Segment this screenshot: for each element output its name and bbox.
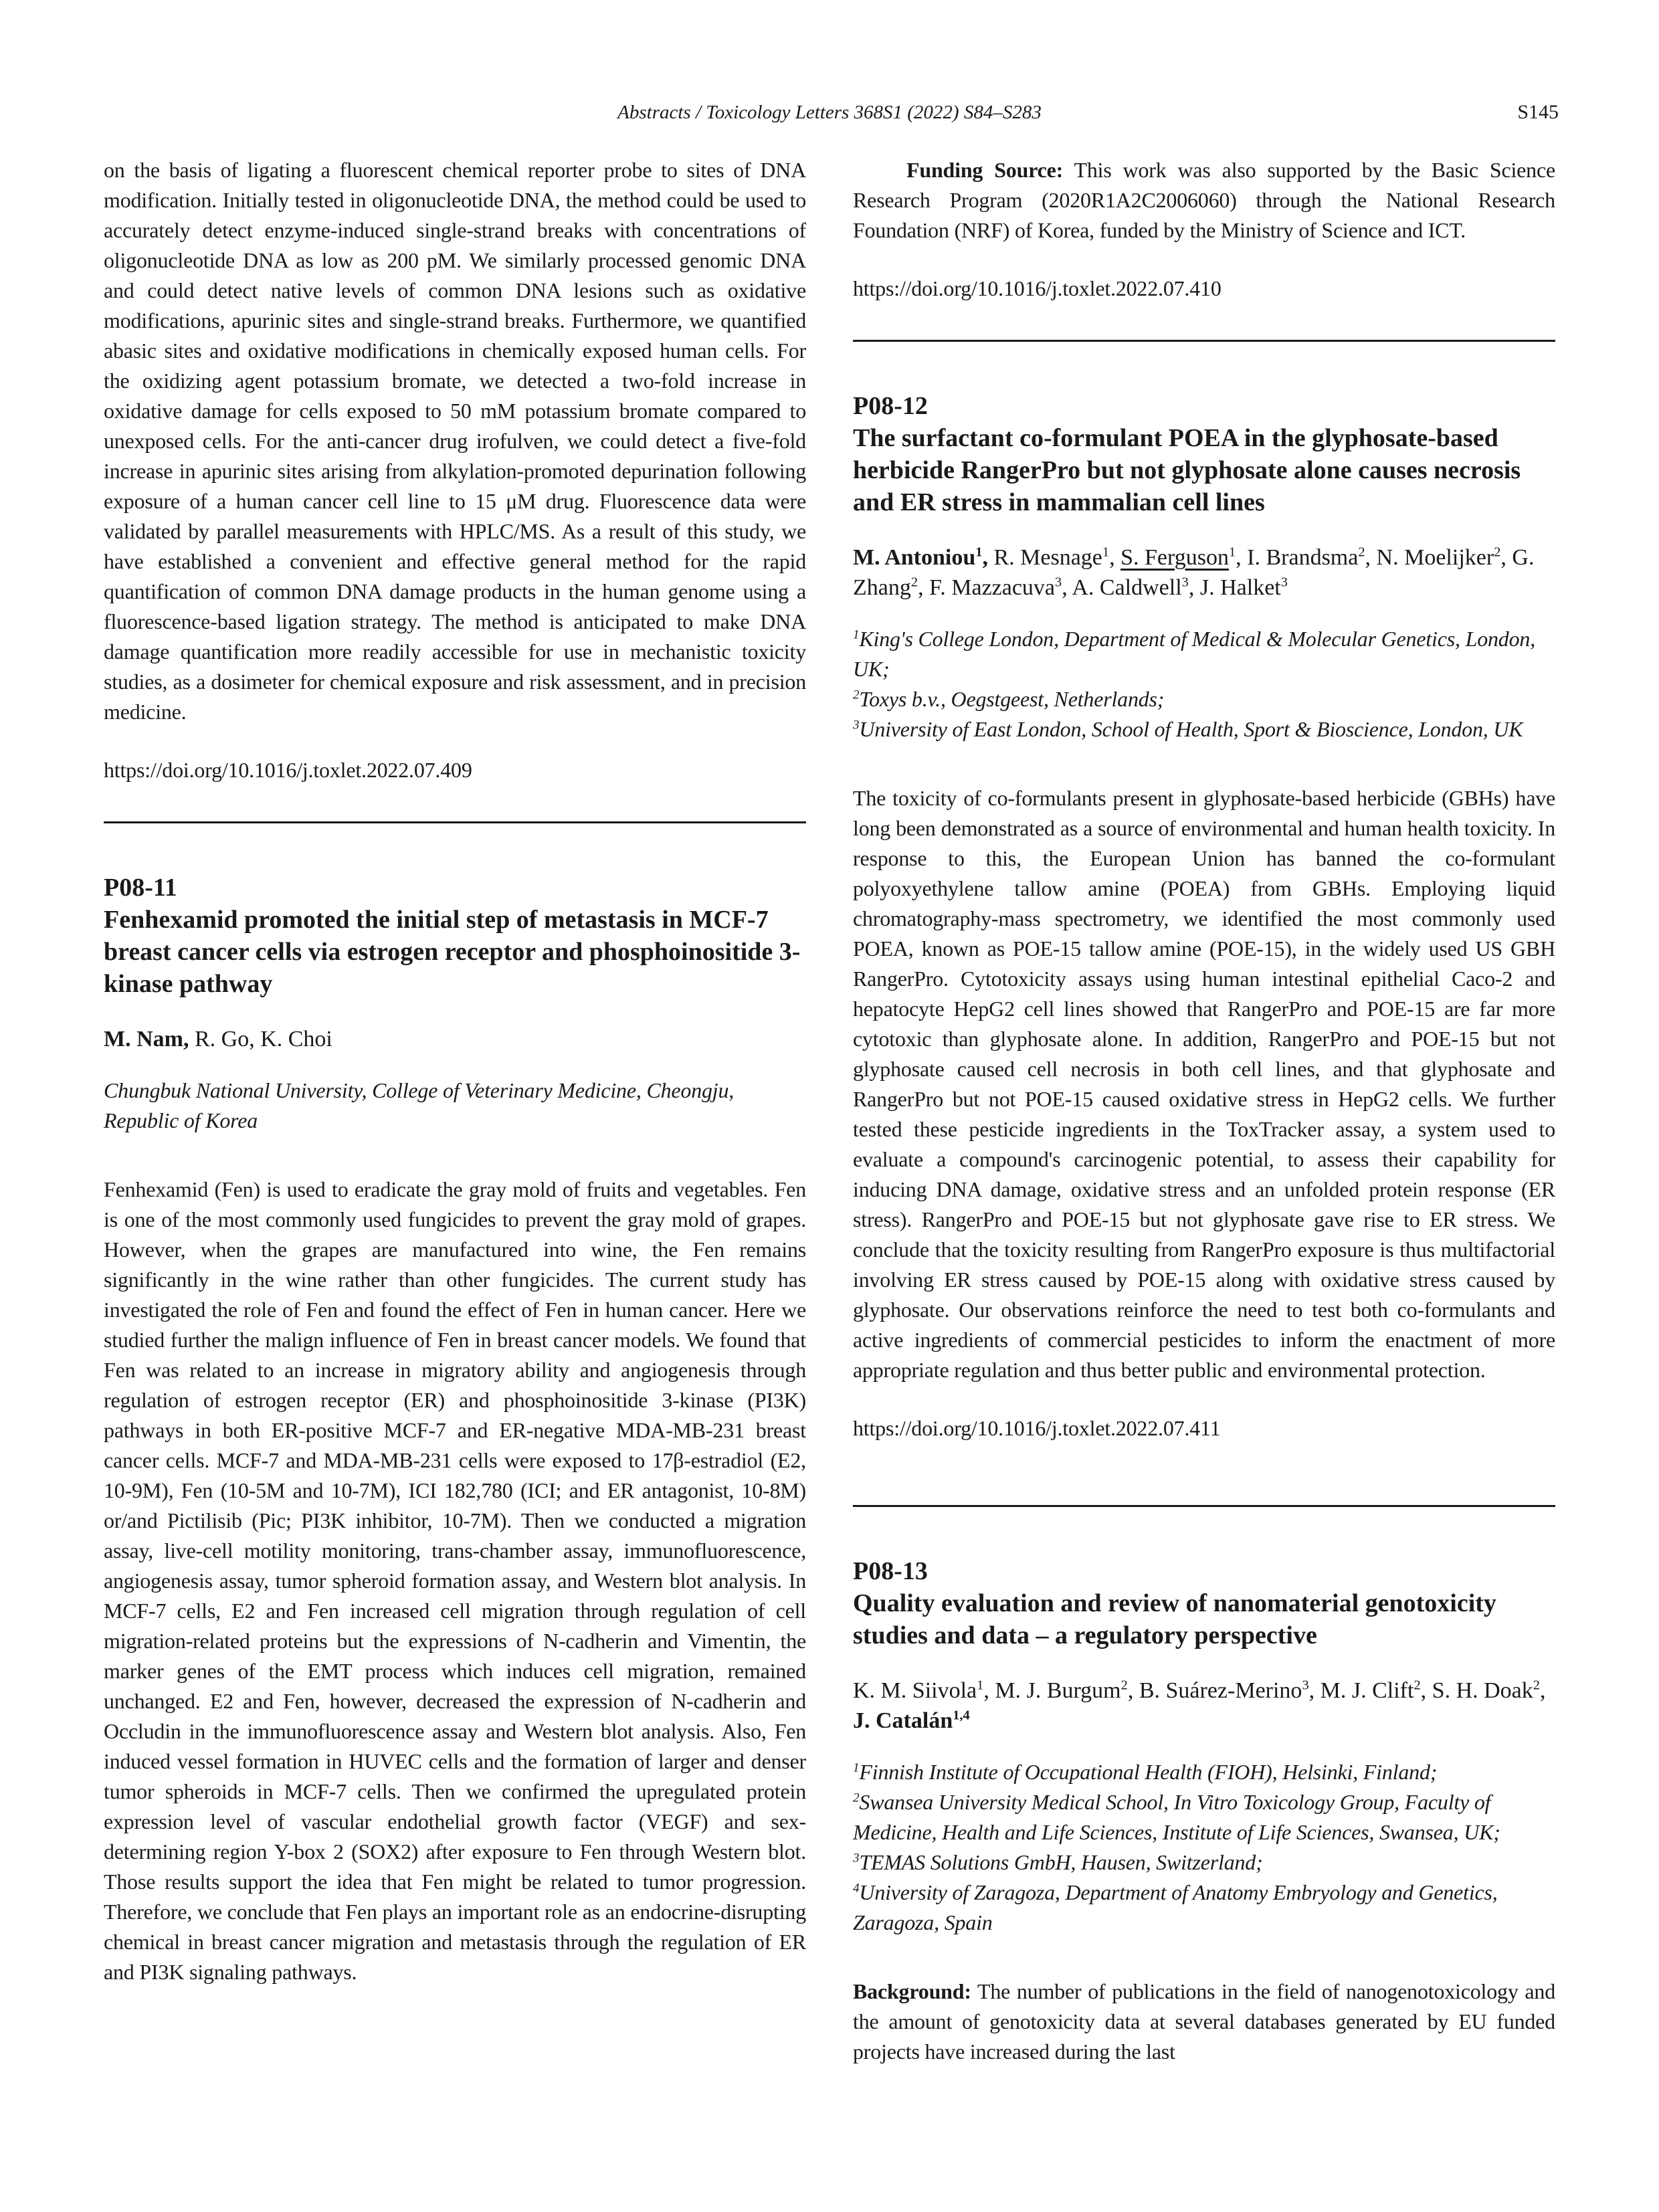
affiliation-line: $^2$Toxys b.v., Oegstgeest, Netherlands; bbox=[853, 687, 1165, 711]
abstract-code: P08-13 bbox=[853, 1557, 928, 1585]
page-number: S145 bbox=[1517, 101, 1559, 123]
left-column bbox=[104, 155, 806, 1987]
abstract-body: Background: The number of publications in the field of nanogenotoxicology and the amount of genotoxicity data at several databases generated by EU funded projects have increased during the last bbox=[853, 1979, 1555, 2064]
section-divider bbox=[853, 1505, 1555, 1507]
abstract-code: P08-12 bbox=[853, 392, 928, 420]
right-column bbox=[853, 155, 1555, 2067]
abstract-title: Fenhexamid promoted the initial step of metastasis in MCF-7 breast cancer cells via estrogen receptor and phosphoinositide 3-kinase pathway bbox=[104, 906, 801, 998]
abstract-title: Quality evaluation and review of nanomaterial genotoxicity studies and data – a regulatory perspective bbox=[853, 1589, 1496, 1649]
affiliation-line: $^3$TEMAS Solutions GmbH, Hausen, Switzerland; bbox=[853, 1850, 1263, 1874]
doi-p08-10: https://doi.org/10.1016/j.toxlet.2022.07.409 bbox=[104, 758, 472, 782]
abstract-code: P08-11 bbox=[104, 874, 177, 902]
running-head: Abstracts / Toxicology Letters 368S1 (2022) S84–S283 bbox=[617, 102, 1042, 123]
abstract-affiliations bbox=[104, 1076, 806, 1136]
abstract-body: Fenhexamid (Fen) is used to eradicate the gray mold of fruits and vegetables. Fen is one of the most commonly used fungicides to prevent the gray mold of grapes. However, when the grapes are manufactured into wine, the Fen remains significantly in the wine rather than other fungicides. The current study has investigated the role of Fen and found the effect of Fen in human cancer. Here we studied further the malign influence of Fen in breast cancer models. We found that Fen was related to an increase in migratory ability and angiogenesis through regulation of estrogen receptor (ER) and phosphoinositide 3-kinase (PI3K) pathways in both ER-positive MCF-7 and ER-negative MDA-MB-231 breast cancer cells. MCF-7 and MDA-MB-231 cells were exposed to 17β-estradiol (E2, 10-9M), Fen (10-5M and 10-7M), ICI 182,780 (ICI; and ER antagonist, 10-8M) or/and Pictilisib (Pic; PI3K inhibitor, 10-7M). Then we conducted a migration assay, live-cell motility monitoring, trans-chamber assay, immunofluorescence, angiogenesis assay, tumor spheroid formation assay, and Western blot analysis. In MCF-7 cells, E2 and Fen increased cell migration through regulation of cell migration-related proteins but the expressions of N-cadherin and Vimentin, the marker genes of the EMT process which induces cell migration, remained unchanged. E2 and Fen, however, decreased the expression of N-cadherin and Occludin in the immunofluorescence assay and Western blot analysis. Also, Fen induced vessel formation in HUVEC cells and the formation of larger and denser tumor spheroids in MCF-7 cells. Then we confirmed the upregulated protein expression level of vascular endothelial growth factor (VEGF) and sex-determining region Y-box 2 (SOX2) after exposure to Fen through Western blot. Those results support the idea that Fen might be related to tumor progression. Therefore, we conclude that Fen plays an important role as an endocrine-disrupting chemical in breast cancer migration and metastasis through the regulation of ER and PI3K signaling pathways. bbox=[104, 1177, 806, 1984]
abstract-authors: M. Antoniou$^1$, R. Mesnage$^1$, S. Ferguson$^1$, I. Brandsma$^2$, N. Moelijker$^2$, G. Zhang$^2$, F. Mazzacuva$^3$, A. Caldwell$^3$, J. Halket$^3$ bbox=[853, 544, 1535, 600]
abstract-title: The surfactant co-formulant POEA in the glyphosate-based herbicide RangerPro but not glyphosate alone causes necrosis and ER stress in mammalian cell lines bbox=[853, 424, 1521, 516]
section-divider bbox=[104, 821, 806, 823]
affiliation-line: $^1$Finnish Institute of Occupational Health (FIOH), Helsinki, Finland; bbox=[853, 1760, 1438, 1784]
abstract-heading-p08-12 bbox=[853, 390, 1555, 518]
abstract-heading-p08-11 bbox=[104, 872, 806, 1000]
abstract-affiliations bbox=[853, 624, 1555, 744]
section-divider bbox=[853, 340, 1555, 342]
abstract-authors: K. M. Siivola$^1$, M. J. Burgum$^2$, B. Suárez-Merino$^3$, M. J. Clift$^2$, S. H. Doak$^2$, J. Catalán$^{1,4}$ bbox=[853, 1678, 1546, 1733]
abstract-heading-p08-13 bbox=[853, 1555, 1555, 1651]
abstract-continuation-text: on the basis of ligating a fluorescent chemical reporter probe to sites of DNA modification. Initially tested in oligonucleotide DNA, the method could be used to accurately detect enzyme-induced single-strand breaks with concentrations of oligonucleotide DNA as low as 200 pM. We similarly processed genomic DNA and could detect native levels of common DNA lesions such as oxidative modifications, apurinic sites and single-strand breaks. Furthermore, we quantified abasic sites and oxidative modifications in chemically exposed human cells. For the oxidizing agent potassium bromate, we detected a two-fold increase in oxidative damage for cells exposed to 50 mM potassium bromate compared to unexposed cells. For the anti-cancer drug irofulven, we could detect a five-fold increase in apurinic sites arising from alkylation-promoted depurination following exposure of a human cancer cell line to 15 μM drug. Fluorescence data were validated by parallel measurements with HPLC/MS. As a result of this study, we have established a convenient and effective general method for the rapid quantification of common DNA damage products in the human genome using a fluorescence-based ligation strategy. The method is anticipated to make DNA damage quantification more readily accessible for use in mechanistic toxicity studies, as a dosimeter for chemical exposure and risk assessment, and in precision medicine. bbox=[104, 158, 806, 724]
abstract-body: The toxicity of co-formulants present in glyphosate-based herbicide (GBHs) have long been demonstrated as a source of environmental and human health toxicity. In response to this, the European Union has banned the co-formulant polyoxyethylene tallow amine (POEA) from GBHs. Employing liquid chromatography-mass spectrometry, we identified the most commonly used POEA, known as POE-15 tallow amine (POE-15), in the widely used US GBH RangerPro. Cytotoxicity assays using human intestinal epithelial Caco-2 and hepatocyte HepG2 cell lines showed that RangerPro and POE-15 are far more cytotoxic than glyphosate alone. In addition, RangerPro and POE-15 but not glyphosate caused cell necrosis in both cell lines, and that glyphosate and RangerPro but not POE-15 caused oxidative stress in HepG2 cells. We further tested these pesticide ingredients in the ToxTracker assay, a system used to evaluate a compound's carcinogenic potential, to assess their capability for inducing DNA damage, oxidative stress and an unfolded protein response (ER stress). RangerPro and POE-15 but not glyphosate gave rise to ER stress. We conclude that the toxicity resulting from RangerPro exposure is thus multifactorial involving ER stress caused by POE-15 along with oxidative stress caused by glyphosate. Our observations reinforce the need to test both co-formulants and active ingredients of commercial pesticides to inform the enactment of more appropriate regulation and thus better public and environmental protection. bbox=[853, 786, 1555, 1382]
doi-p08-12: https://doi.org/10.1016/j.toxlet.2022.07.411 bbox=[853, 1416, 1221, 1440]
doi-p08-11: https://doi.org/10.1016/j.toxlet.2022.07.410 bbox=[853, 276, 1222, 300]
affiliation-line: $^3$University of East London, School of Health, Sport & Bioscience, London, UK bbox=[853, 717, 1523, 741]
affiliation-line: Chungbuk National University, College of Veterinary Medicine, Cheongju, Republic of Korea bbox=[104, 1078, 735, 1132]
affiliation-line: $^2$Swansea University Medical School, In Vitro Toxicology Group, Faculty of Medicine, Health and Life Sciences, Institute of Life Sciences, Swansea, UK; bbox=[853, 1790, 1500, 1844]
affiliation-line: $^1$King's College London, Department of Medical & Molecular Genetics, London, UK; bbox=[853, 627, 1535, 681]
abstract-affiliations bbox=[853, 1757, 1555, 1938]
abstract-authors: M. Nam, R. Go, K. Choi bbox=[104, 1027, 332, 1051]
affiliation-line: $^4$University of Zaragoza, Department of Anatomy Embryology and Genetics, Zaragoza, Spain bbox=[853, 1880, 1498, 1934]
funding-source-paragraph: Funding Source: This work was also supported by the Basic Science Research Program (2020R1A2C2006060) through the National Research Foundation (NRF) of Korea, funded by the Ministry of Science and ICT. bbox=[853, 158, 1555, 242]
